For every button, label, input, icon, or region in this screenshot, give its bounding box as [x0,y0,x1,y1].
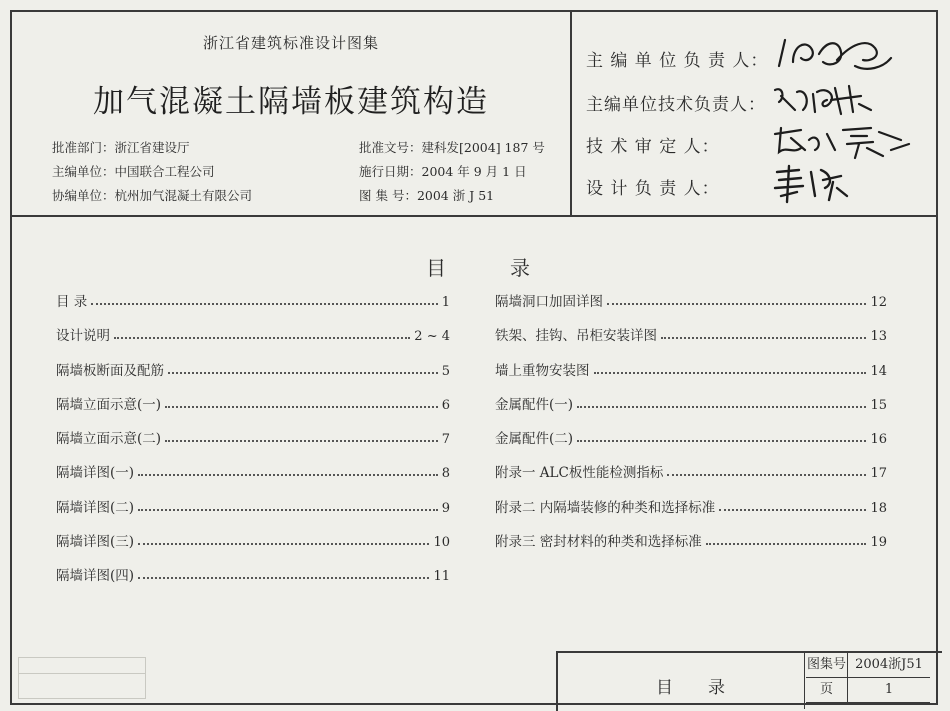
toc-item-page: 9 [441,500,450,516]
toc-item-page: 16 [870,432,887,448]
atlas-no-label: 图集号 [806,653,848,678]
toc-item-page: 15 [870,397,887,413]
toc-item-name: 隔墙立面示意(二) [56,431,162,448]
page-label: 页 [806,678,848,703]
toc-leader-dots [594,372,867,374]
toc-item-page: 19 [870,535,887,551]
toc-item-name: 附录一 ALC板性能检测指标 [495,465,664,482]
header-vertical-divider [570,12,572,215]
toc-item[interactable] [495,496,887,530]
main-title: 加气混凝土隔墙板建筑构造 [93,84,489,120]
toc-item-name: 墙上重物安装图 [495,362,590,379]
toc-item[interactable] [56,427,450,461]
signature-image [771,120,921,164]
sheet-name-part2: 录 [708,678,725,698]
toc-leader-dots [138,577,429,579]
toc-item-name: 隔墙详图(四) [56,568,135,585]
toc-item-page: 10 [433,535,450,551]
drawing-frame [10,10,938,705]
toc-leader-dots [706,543,867,545]
signature-image [771,80,881,120]
toc-leader-dots [719,509,866,511]
toc-item[interactable] [56,324,450,358]
toc-leader-dots [168,372,438,374]
sheet-name-cell [558,653,805,709]
toc-leader-dots [138,543,429,545]
signatory-label: 设 计 负 责 人： [586,179,720,199]
signatory-label: 技 术 审 定 人： [586,137,720,157]
atlas-number: 图 集 号：2004 浙 J 51 [359,188,495,203]
atlas-no-value: 2004浙J51 [848,653,930,678]
toc-item[interactable] [56,530,450,564]
atlas-name: 浙江省建筑标准设计图集 [202,34,379,52]
toc-item-name: 设计说明 [56,328,110,345]
toc-right-column [495,290,887,564]
toc-item-page: 1 [441,295,450,310]
toc-item[interactable] [495,290,887,324]
toc-item-page: 17 [870,466,887,482]
toc-item-name: 隔墙洞口加固详图 [495,294,603,310]
header-divider-line [12,215,936,217]
toc-item-name: 金属配件(二) [495,431,574,448]
toc-item-page: 8 [441,466,450,482]
toc-item[interactable] [56,393,450,427]
toc-item-name: 隔墙板断面及配筋 [56,362,164,379]
signatory-label: 主 编 单 位 负 责 人： [586,51,769,71]
toc-item-page: 2 ~ 4 [414,329,450,345]
toc-item-page: 12 [870,295,887,310]
meta-mid [359,136,545,208]
toc-title-part1: 目 [426,256,446,280]
signature-image [771,32,901,78]
approving-dept: 批准部门：浙江省建设厅 [52,140,190,155]
editing-unit: 主编单位：中国联合工程公司 [52,164,215,179]
toc-left-column [56,290,450,599]
toc-leader-dots [577,440,866,442]
toc-item-name: 隔墙立面示意(一) [56,396,162,413]
toc-item-name: 铁架、挂钩、吊柜安装详图 [495,328,657,345]
toc-item-name: 附录二 内隔墙装修的种类和选择标准 [495,499,716,516]
toc-item-page: 11 [433,569,450,585]
title-block [556,651,942,711]
signature-image [771,162,861,206]
toc-item[interactable] [56,290,450,324]
toc-leader-dots [667,474,866,476]
toc-item-name: 金属配件(一) [495,396,574,413]
toc-leader-dots [661,337,866,339]
toc-leader-dots [138,509,438,511]
toc-item[interactable] [495,393,887,427]
toc-item[interactable] [495,359,887,393]
meta-left [52,136,252,208]
toc-item-page: 6 [441,397,450,413]
effective-date: 施行日期：2004 年 9 月 1 日 [359,164,527,179]
toc-item-name: 隔墙详图(一) [56,465,135,482]
toc-item-name: 附录三 密封材料的种类和选择标准 [495,534,702,551]
toc-title-part2: 录 [510,256,530,280]
co-editing-unit: 协编单位：杭州加气混凝土有限公司 [52,188,253,203]
toc-item-page: 7 [441,432,450,448]
toc-item-page: 5 [441,363,450,379]
toc-leader-dots [91,303,437,305]
toc-leader-dots [165,440,438,442]
toc-leader-dots [607,303,866,305]
toc-item-page: 14 [870,363,887,379]
approval-doc: 批准文号：建科发[2004] 187 号 [359,140,545,155]
toc-item[interactable] [56,461,450,495]
toc-item[interactable] [495,461,887,495]
sheet-name-part1: 目 [656,678,673,698]
toc-item-name: 目 录 [56,294,88,310]
toc-leader-dots [114,337,410,339]
toc-item[interactable] [56,564,450,598]
page-value: 1 [848,678,930,703]
toc-item[interactable] [495,427,887,461]
signatory-label: 主编单位技术负责人： [586,95,766,115]
toc-item[interactable] [495,530,887,564]
toc-leader-dots [577,406,866,408]
toc-leader-dots [138,474,438,476]
faded-stamp [18,657,146,699]
toc-item-name: 隔墙详图(二) [56,499,135,516]
toc-item-page: 13 [870,329,887,345]
toc-leader-dots [165,406,438,408]
toc-item[interactable] [495,324,887,358]
toc-item[interactable] [56,496,450,530]
toc-item-page: 18 [870,500,887,516]
toc-item-name: 隔墙详图(三) [56,534,135,551]
toc-item[interactable] [56,359,450,393]
